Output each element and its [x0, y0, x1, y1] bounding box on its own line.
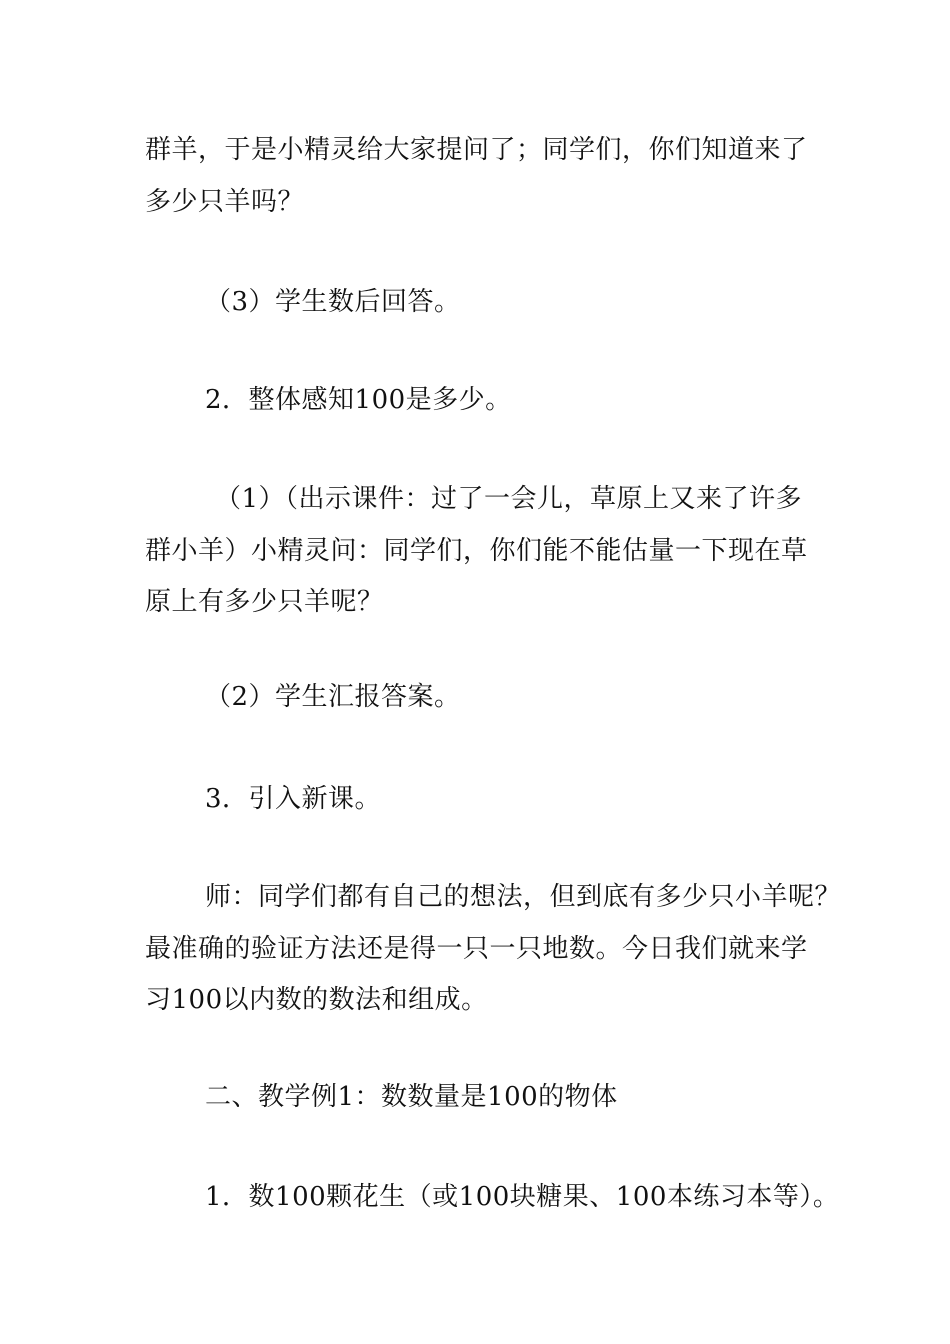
paragraph-line: 3．引入新课。 [205, 784, 382, 814]
paragraph-line: 师：同学们都有自己的想法，但到底有多少只小羊呢？ [205, 882, 842, 912]
paragraph-line: （2）学生汇报答案。 [205, 682, 461, 712]
paragraph-line: 原上有多少只羊呢？ [145, 587, 384, 617]
paragraph-line: 1．数100颗花生（或100块糖果、100本练习本等）。 [205, 1182, 840, 1212]
paragraph-line: 群小羊）小精灵问：同学们，你们能不能估量一下现在草 [145, 536, 808, 566]
section-heading: 二、教学例1：数数量是100的物体 [205, 1082, 618, 1112]
paragraph-line: 2．整体感知100是多少。 [205, 385, 512, 415]
paragraph-line: 群羊，于是小精灵给大家提问了；同学们，你们知道来了 [145, 135, 808, 165]
paragraph-line: 最准确的验证方法还是得一只一只地数。今日我们就来学 [145, 934, 808, 964]
paragraph-line: 习100以内数的数法和组成。 [145, 985, 488, 1015]
paragraph-line: （1）（出示课件：过了一会儿，草原上又来了许多 [215, 484, 803, 514]
paragraph-line: （3）学生数后回答。 [205, 287, 461, 317]
paragraph-line: 多少只羊吗？ [145, 187, 305, 217]
